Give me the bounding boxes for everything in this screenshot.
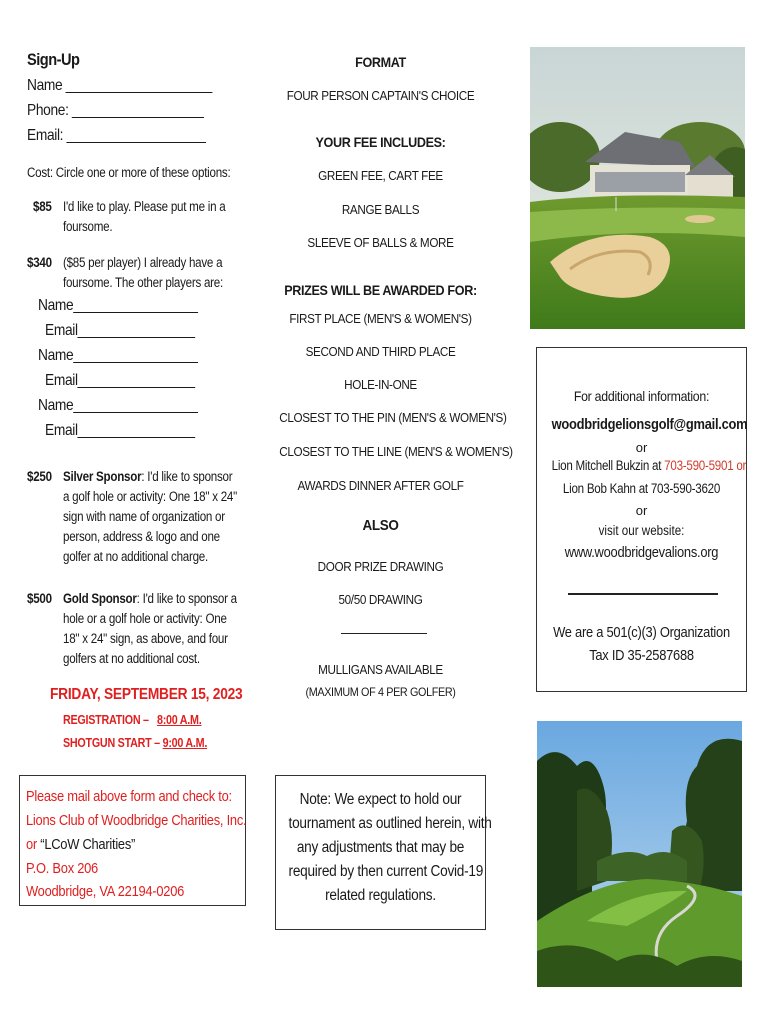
prize-item: HOLE-IN-ONE bbox=[344, 377, 417, 392]
option-250-text: Silver Sponsor: I'd like to sponsor a golf hole or activity: One 18" x 24" sign with name of organization or person, address & logo and one golfer at no additional charge. bbox=[63, 469, 237, 564]
mail-instruction-heading: Please mail above form and check to: bbox=[26, 788, 232, 805]
prize-item: AWARDS DINNER AFTER GOLF bbox=[297, 478, 464, 493]
clubhouse-photo bbox=[530, 47, 745, 329]
option-85[interactable] bbox=[33, 198, 52, 216]
section-divider bbox=[341, 633, 427, 634]
info-divider bbox=[568, 593, 718, 595]
visit-website-text: visit our website: bbox=[598, 523, 685, 538]
player-email-field[interactable]: Email________________ bbox=[45, 422, 195, 439]
contact-email-link[interactable]: woodbridgelionsgolf@gmail.com bbox=[551, 416, 748, 433]
website-link[interactable]: www.woodbridgevalions.org bbox=[564, 544, 719, 561]
gold-sponsor-label: Gold Sponsor bbox=[63, 591, 137, 606]
tax-id: Tax ID 35-2587688 bbox=[589, 647, 694, 664]
player-name-field[interactable]: Name_________________ bbox=[38, 397, 198, 414]
player-name-field[interactable]: Name_________________ bbox=[38, 297, 198, 314]
contact-mitchell: Lion Mitchell Bukzin at 703-590-5901 or bbox=[551, 458, 747, 473]
prize-item: FIRST PLACE (MEN'S & WOMEN'S) bbox=[289, 311, 472, 326]
name-field-line[interactable]: Name ____________________ bbox=[27, 77, 212, 94]
phone-field-line[interactable]: Phone: __________________ bbox=[27, 102, 204, 119]
or-text: or bbox=[635, 503, 648, 518]
or-text: or bbox=[635, 440, 648, 455]
also-title: ALSO bbox=[362, 517, 399, 534]
contact-bob: Lion Bob Kahn at 703-590-3620 bbox=[562, 481, 721, 496]
option-85-text: I'd like to play. Please put me in a foursome. bbox=[63, 199, 226, 234]
option-250[interactable] bbox=[27, 468, 52, 486]
prize-item: SECOND AND THIRD PLACE bbox=[305, 344, 456, 359]
fee-item: GREEN FEE, CART FEE bbox=[318, 168, 443, 183]
player-name-field[interactable]: Name_________________ bbox=[38, 347, 198, 364]
option-340-price: $340 bbox=[27, 255, 52, 270]
option-85-price: $85 bbox=[33, 199, 52, 214]
covid-note-text: Note: We expect to hold our tournament as outlined herein, with any adjustments that may be required by then current Covid-19 related regulations. bbox=[288, 791, 492, 904]
fee-item: SLEEVE OF BALLS & MORE bbox=[307, 235, 454, 250]
mulligans: MULLIGANS AVAILABLE bbox=[318, 662, 443, 677]
option-500-text: Gold Sponsor: I'd like to sponsor a hole or a golf hole or activity: One 18" x 24" sign, as above, and four golfers at no additional cost. bbox=[63, 591, 237, 666]
option-340-text: ($85 per player) I already have a foursome. The other players are: bbox=[63, 255, 223, 290]
prize-item: CLOSEST TO THE LINE (MEN'S & WOMEN'S) bbox=[279, 444, 513, 459]
covid-note-box bbox=[275, 775, 492, 930]
player-email-field[interactable]: Email________________ bbox=[45, 322, 195, 339]
po-box: P.O. Box 206 bbox=[26, 860, 98, 877]
also-item: DOOR PRIZE DRAWING bbox=[317, 559, 444, 574]
shotgun-start-time: SHOTGUN START – 9:00 A.M. bbox=[63, 736, 208, 750]
format-title: FORMAT bbox=[355, 54, 406, 70]
org-status: We are a 501(c)(3) Organization bbox=[553, 624, 730, 641]
signup-title: Sign-Up bbox=[27, 50, 80, 69]
event-date: FRIDAY, SEPTEMBER 15, 2023 bbox=[50, 686, 243, 703]
format-type: FOUR PERSON CAPTAIN'S CHOICE bbox=[286, 88, 475, 103]
email-field-line[interactable]: Email: ___________________ bbox=[27, 127, 206, 144]
contact-info-box bbox=[536, 347, 747, 692]
fairway-photo-drawing bbox=[537, 721, 742, 987]
silver-sponsor-label: Silver Sponsor bbox=[63, 469, 142, 484]
mailing-city: Woodbridge, VA 22194-0206 bbox=[26, 883, 185, 900]
mulligans-note: (MAXIMUM OF 4 PER GOLFER) bbox=[305, 685, 456, 699]
clubhouse-photo-drawing bbox=[530, 47, 745, 329]
mail-instructions-box bbox=[19, 775, 246, 906]
option-500[interactable] bbox=[27, 590, 52, 608]
fairway-photo bbox=[537, 721, 742, 987]
fee-item: RANGE BALLS bbox=[341, 202, 420, 217]
player-email-field[interactable]: Email________________ bbox=[45, 372, 195, 389]
fee-includes-title: YOUR FEE INCLUDES: bbox=[315, 134, 446, 150]
also-item: 50/50 DRAWING bbox=[338, 592, 423, 607]
prize-item: CLOSEST TO THE PIN (MEN'S & WOMEN'S) bbox=[279, 410, 507, 425]
option-250-price: $250 bbox=[27, 469, 52, 484]
payee-name: Lions Club of Woodbridge Charities, Inc. bbox=[26, 812, 247, 829]
registration-time: REGISTRATION – 8:00 A.M. bbox=[63, 713, 202, 727]
option-500-price: $500 bbox=[27, 591, 52, 606]
info-heading: For additional information: bbox=[573, 388, 710, 404]
payee-alt-name: or “LCoW Charities” bbox=[26, 836, 136, 853]
option-340[interactable] bbox=[27, 254, 52, 272]
cost-intro: Cost: Circle one or more of these options: bbox=[27, 165, 231, 180]
prizes-title: PRIZES WILL BE AWARDED FOR: bbox=[284, 282, 477, 298]
